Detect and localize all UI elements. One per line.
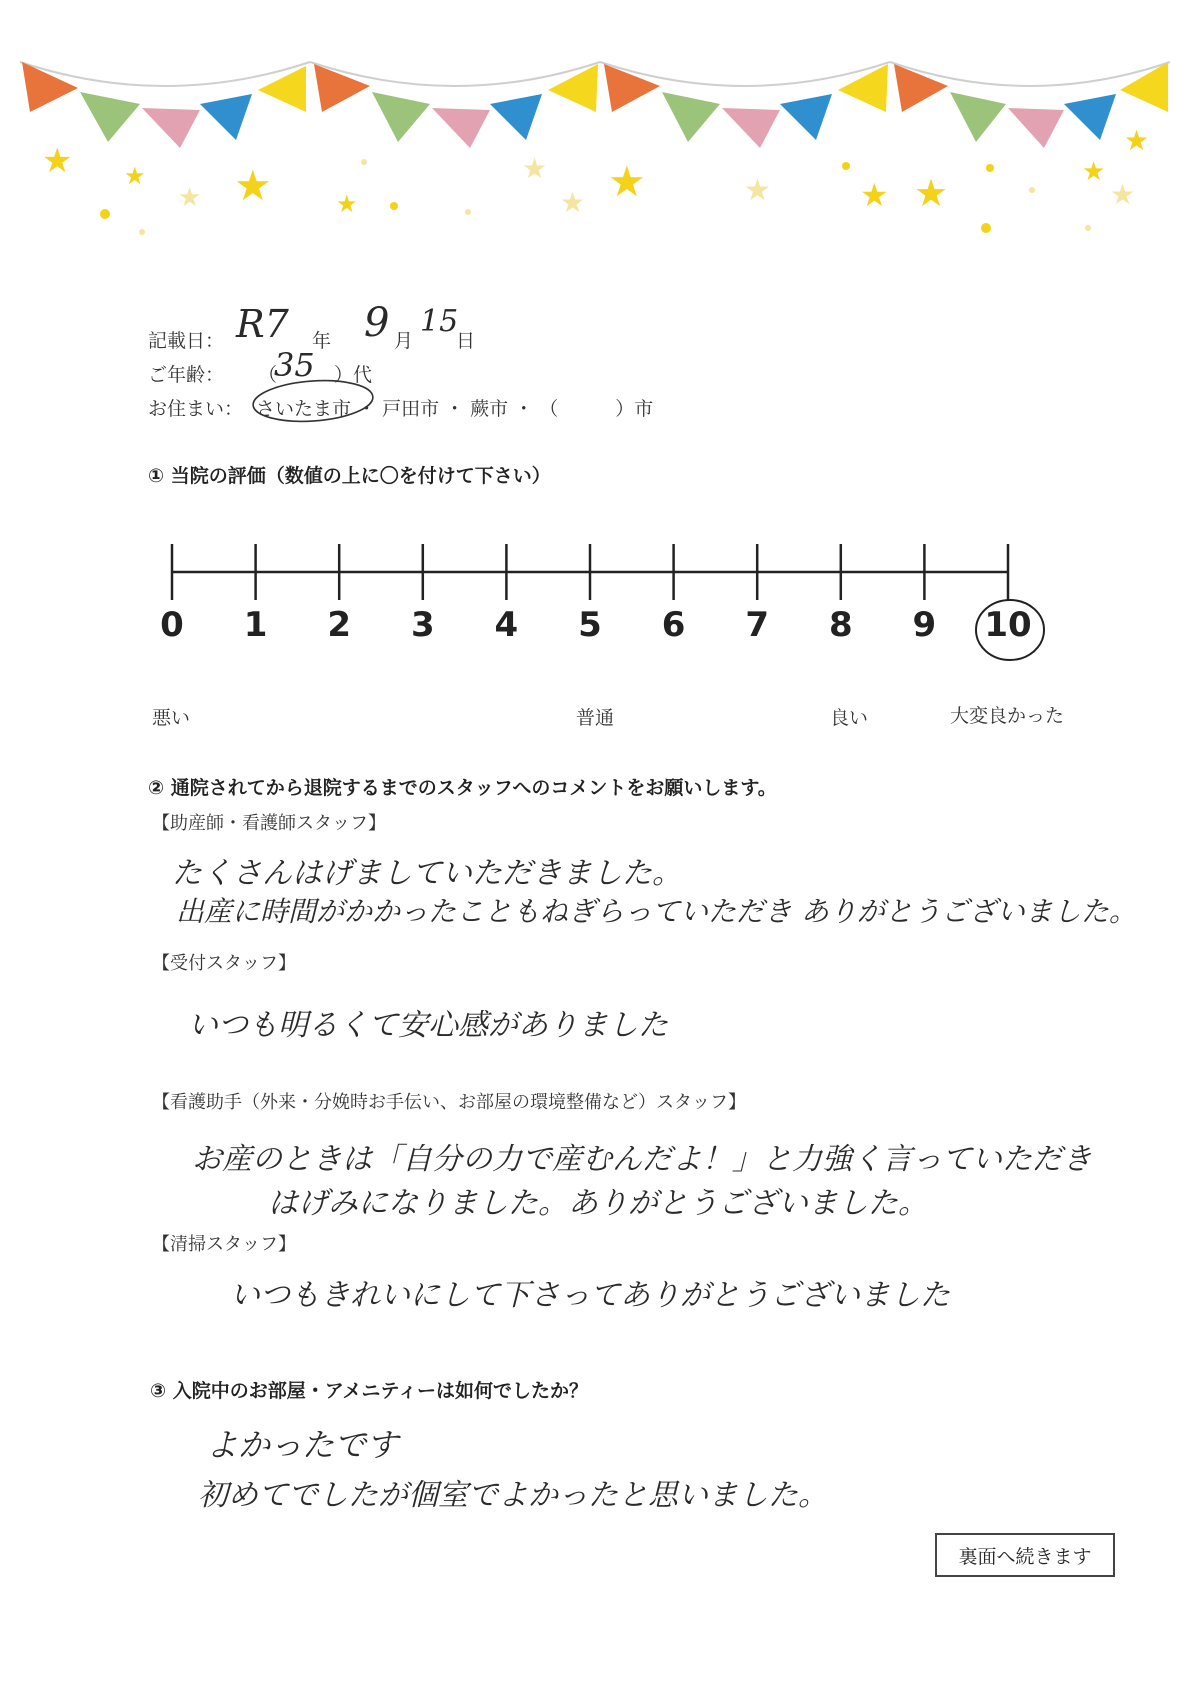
flag-pink <box>1008 108 1064 148</box>
section1-title: ① 当院の評価（数値の上に〇を付けて下さい） <box>148 465 551 487</box>
assistant-comment-line2: はげみになりました。ありがとうございました。 <box>268 1186 928 1221</box>
continue-on-back-box <box>935 1533 1115 1577</box>
scale-number-2: 2 <box>327 605 352 645</box>
scale-number-6: 6 <box>661 605 686 645</box>
svg-text:★: ★ <box>124 162 146 190</box>
scale-label-bad: 悪い <box>152 707 191 729</box>
flag-blue <box>1064 94 1116 140</box>
address-options: さいたま市 ・ 戸田市 ・ 蕨市 ・ （ ）市 <box>256 398 654 420</box>
flag-blue <box>200 94 252 140</box>
svg-text:★: ★ <box>234 161 272 210</box>
flag-blue <box>490 94 542 140</box>
cleaning-staff-label: 【清掃スタッフ】 <box>152 1234 296 1255</box>
scale-number-7: 7 <box>745 605 770 645</box>
flag-blue <box>780 94 832 140</box>
age-close-paren: ）代 <box>334 364 373 386</box>
flag-green <box>662 92 720 142</box>
flag-pink <box>432 108 490 148</box>
scale-number-9: 9 <box>912 605 937 645</box>
scale-number-4: 4 <box>494 605 519 645</box>
scale-number-row <box>150 605 1050 655</box>
day-label: 日 <box>456 330 476 352</box>
flag-yellow <box>548 64 598 112</box>
flag-pink <box>142 108 200 148</box>
cleaning-comment: いつもきれいにして下さってありがとうございました <box>230 1278 950 1313</box>
bunting-banner <box>0 0 1190 250</box>
flag-yellow <box>258 66 306 112</box>
svg-text:★: ★ <box>1110 178 1136 211</box>
svg-text:★: ★ <box>336 190 358 218</box>
date-label: 記載日： <box>148 330 225 352</box>
svg-text:★: ★ <box>914 171 949 215</box>
month-label: 月 <box>394 330 414 352</box>
scale-number-8: 8 <box>828 605 853 645</box>
svg-text:★: ★ <box>42 141 73 181</box>
svg-text:★: ★ <box>1082 157 1106 187</box>
svg-text:★: ★ <box>178 183 202 213</box>
day-value: 15 <box>420 304 459 339</box>
scale-number-5: 5 <box>578 605 602 645</box>
svg-text:★: ★ <box>522 152 548 185</box>
scale-label-good: 良い <box>830 707 869 729</box>
flag-green <box>80 92 140 142</box>
flag-green <box>950 92 1006 142</box>
assistant-staff-label: 【看護助手（外来・分娩時お手伝い、お部屋の環境整備など）スタッフ】 <box>152 1092 746 1113</box>
room-comment-line1: よかったです <box>206 1426 399 1464</box>
svg-text:★: ★ <box>744 173 771 208</box>
month-value: 9 <box>364 300 390 346</box>
section3-title: ③ 入院中のお部屋・アメニティーは如何でしたか？ <box>150 1380 589 1402</box>
scale-label-very-good: 大変良かった <box>950 705 1065 727</box>
assistant-comment-line1: お産のときは「自分の力で産むんだよ！」と力強く言っていただき <box>192 1142 1092 1177</box>
scale-number-0: 0 <box>160 605 184 645</box>
date-era-value: R7 <box>236 302 289 346</box>
scale-label-normal: 普通 <box>576 707 615 729</box>
year-label: 年 <box>312 330 332 352</box>
address-label: お住まい： <box>148 398 244 420</box>
scale-number-10: 10 <box>984 605 1032 645</box>
stars <box>42 124 1149 235</box>
svg-text:★: ★ <box>560 186 586 219</box>
svg-text:★: ★ <box>860 176 889 214</box>
svg-text:★: ★ <box>608 157 646 206</box>
svg-text:★: ★ <box>1124 124 1150 157</box>
section2-title: ② 通院されてから退院するまでのスタッフへのコメントをお願いします。 <box>148 777 777 799</box>
midwife-staff-label: 【助産師・看護師スタッフ】 <box>152 813 386 834</box>
flag-orange <box>22 62 78 112</box>
reception-staff-label: 【受付スタッフ】 <box>152 953 296 974</box>
bunting-flags <box>22 62 1168 148</box>
age-label: ご年齢： <box>148 364 225 386</box>
continue-on-back-label: 裏面へ続きます <box>958 1545 1092 1568</box>
flag-green <box>372 92 430 142</box>
scale-number-3: 3 <box>410 605 435 645</box>
midwife-comment-line2: 出産に時間がかかったこともねぎらっていただき ありがとうございました。 <box>176 895 1137 928</box>
room-comment-line2: 初めてでしたが個室でよかったと思いました。 <box>198 1478 828 1513</box>
scale-number-1: 1 <box>243 605 268 645</box>
midwife-comment-line1: たくさんはげましていただきました。 <box>172 856 682 891</box>
address-selection-circle <box>248 376 378 426</box>
reception-comment: いつも明るくて安心感がありました <box>188 1008 668 1043</box>
age-value: 35 <box>274 346 315 384</box>
flag-yellow <box>838 64 888 112</box>
age-open-paren: （ <box>258 364 278 386</box>
flag-pink <box>722 108 780 148</box>
